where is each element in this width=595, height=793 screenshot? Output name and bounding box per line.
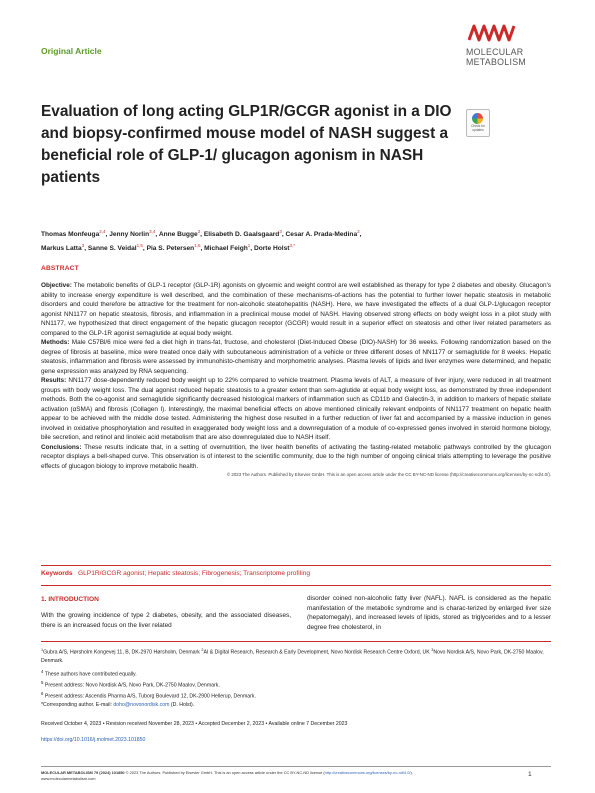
badge-line2: updates	[472, 127, 484, 132]
journal-logo[interactable]	[466, 22, 566, 67]
author-affiliation-ref: 2,4	[99, 229, 106, 234]
abstract-methods: Methods: Male C57Bl/6 mice were fed a diet high in trans-fat, fructose, and cholesterol (Diet-Induced Obese (DIO)-NASH) for 36 weeks. Following randomization based on the degree of fibrosis at baseline, mice were treated once daily with subcutaneous administration of a vehicle or three different doses of NN1177 or semaglutide for 8 weeks. Hepatic steatosis, inflammation and fibrosis were assessed by immunohisto-chemistry and morphometric analyses. Plasma levels of lipids and liver enzymes were determined, and hepatic gene expression was analyzed by RNA sequencing.	[41, 339, 551, 375]
abstract-body	[41, 281, 551, 478]
abstract-conclusions: Conclusions: These results indicate that, in a setting of overnutrition, the liver health benefits of activating the fasting-related metabolic pathways controlled by the glucagon receptor displays a bell-shaped curve. This observation is of interest to the scientific community, due to the high number of ongoing clinical trials attempting to leverage the positive effects of glucagon biology to improve metabolic health.	[41, 443, 551, 470]
footer-divider	[41, 766, 551, 767]
author-affiliation-ref: 3	[81, 243, 85, 249]
introduction-heading: 1. INTRODUCTION	[41, 596, 99, 603]
abstract-results: Results: NN1177 dose-dependently reduced body weight up to 22% compared to vehicle treatment. Plasma levels of ALT, a measure of liver injury, were reduced in all treatment groups with body weight loss. The dual agonist reduced hepatic steatosis to a greater extent than sem-aglutide at equal body weight loss, as demonstrated by three independent methods. Both the co-agonist and semaglutide significantly decreased histological markers of inflammation such as CD11b and Galectin-3, in addition to markers of hepatic stellate activation (αSMA) and fibrosis (Collagen I). Interestingly, the maximal beneficial effects on above mentioned clinically relevant endpoints of NN1177 treatment on hepatic health appear to be achieved with the middle dose tested. Administering the highest dose resulted in a further reduction of liver fat and accompanied by a massive induction in genes involved in oxidative phosphorylation and resulted in exaggerated body weight loss and a downregulation of a module of co-expressed genes involved in steroid hormone biology, bile secretion, and retinol and linoleic acid metabolism that are also downregulated due to NASH itself.	[41, 377, 551, 441]
author-name: Anne Bugge	[158, 231, 198, 239]
author-name: Thomas Monfeuga	[41, 231, 100, 239]
author-name: Elisabeth D. Gaalsgaard	[203, 231, 280, 239]
footer-journal-ref: MOLECULAR METABOLISM 79 (2024) 101850	[41, 770, 125, 775]
corresponding-author: *Corresponding author. E-mail: doho@novonordisk.com (D. Holst).	[41, 702, 195, 708]
author-name: Pia S. Petersen	[146, 245, 195, 253]
author-affiliation-ref: 3,4	[149, 229, 156, 234]
license-link[interactable]: http://creativecommons.org/licenses/by-nc-nd/4.0/	[324, 770, 411, 775]
author-name: Michael Feigh	[204, 245, 248, 253]
footnote-divider	[41, 641, 551, 642]
author-name: Cesar A. Prada-Medina	[285, 231, 358, 239]
author-name: Jenny Norlin	[109, 231, 150, 239]
article-type-label: Original Article	[41, 46, 102, 56]
journal-logo-icon	[468, 22, 516, 42]
page-footer: MOLECULAR METABOLISM 79 (2024) 101850 © 2023 The Authors. Published by Elsevier GmbH. This is an open access article under the CC BY-NC-ND license (http://creativecommons.org/licenses/by-nc-nd/4.0/). www.molecularmetabolism.com	[41, 770, 413, 781]
keywords-label: Keywords	[41, 570, 73, 577]
author-affiliation-ref: 1,6	[194, 243, 201, 249]
author-affiliation-ref: 1	[247, 243, 251, 249]
abstract-objective: Objective: The metabolic benefits of GLP-1 receptor (GLP-1R) agonists on glycemic and weight control are well established as therapy for type 2 diabetes and obesity. Glucagon's ability to increase energy expenditure is well described, and the combination of these mechanisms-of-actions has the potential to further lower hepatic steatosis in metabolic disorders and could therefore be attractive for the treatment for non-alcoholic steatohepatitis (NASH). Here, we have investigated the effects of a dual GLP-1/glucagon receptor agonist NN1177 on hepatic steatosis, fibrosis, and inflammation in a preclinical mouse model of NASH. Having observed strong effects on body weight loss in a pilot study with NN1177, we hypothesized that direct engagement of the hepatic glucagon receptor (GCGR) would result in a superior effect on steatosis and other liver related parameters as compared to the GLP-1R agonist semaglutide at equal body weight.	[41, 282, 551, 337]
keywords	[41, 570, 310, 577]
email-link[interactable]: doho@novonordisk.com	[113, 702, 170, 708]
journal-name-line1: MOLECULAR	[466, 47, 524, 57]
author-affiliation-ref: 3,*	[289, 243, 296, 249]
abstract-heading: ABSTRACT	[41, 265, 79, 272]
badge-line1: Check for	[471, 124, 485, 128]
footer-site[interactable]: www.molecularmetabolism.com	[41, 776, 96, 781]
author-affiliation-ref: 3	[279, 229, 282, 234]
author-affiliation-ref: 3	[197, 229, 201, 234]
author-name: Dorte Holst	[253, 245, 290, 253]
received-dates: Received October 4, 2023 • Revision received November 28, 2023 • Accepted December 2, 2023 • Available online 7 December 2023	[41, 721, 348, 727]
author-affiliation-ref: 1,5	[136, 243, 143, 249]
page-number: 1	[528, 771, 532, 778]
author-name: Markus Latta	[41, 245, 82, 253]
doi-link[interactable]: https://doi.org/10.1016/j.molmet.2023.101850	[41, 737, 146, 743]
article-title: Evaluation of long acting GLP1R/GCGR agonist in a DIO and biopsy-confirmed mouse model of NASH suggest a beneficial role of GLP-1/ glucagon agonism in NASH patients	[41, 103, 452, 186]
abstract-copyright: © 2023 The Authors. Published by Elsevier GmbH. This is an open access article under the CC BY-NC-ND license (http://creativecommons.org/licenses/by-nc-nd/4.0/).	[226, 472, 551, 477]
author-notes: $^4$ These authors have contributed equally. $^5$ Present address: Novo Nordisk A/S, Novo Park, DK-2750 Maalov, Denmark. $^6$ Present address: Ascendis Pharma A/S, Tuborg Boulevard 12, DK-2900 Hellerup, Denmark.	[41, 669, 256, 700]
divider	[41, 565, 551, 566]
author-name: Sanne S. Veidal	[87, 245, 137, 253]
author-affiliation-ref: 2	[357, 229, 360, 234]
divider	[41, 585, 551, 586]
keywords-text: GLP1R/GCGR agonist; Hepatic steatosis; Fibrogenesis; Transcriptome profiling	[78, 570, 310, 577]
introduction-column-left: With the growing incidence of type 2 diabetes, obesity, and the associated diseases, there is an increased focus on the liver related	[41, 612, 291, 629]
check-for-updates-icon	[472, 113, 483, 124]
check-for-updates-badge[interactable]	[466, 109, 490, 137]
journal-name-line2: METABOLISM	[466, 57, 527, 67]
affiliations: $^1$Gubra A/S, Hørsholm Kongevej 11, B, DK-2970 Hørsholm, Denmark $^2$AI & Digital Research, Research & Early Development, Novo Nordisk Research Centre Oxford, UK $^3$Novo Nordisk A/S, Novo Park, DK-2750 Maalov, Denmark.	[41, 648, 544, 665]
introduction-column-right: disorder coined non-alcoholic fatty liver (NAFL). NAFL is considered as the hepatic manifestation of the metabolic syndrome and is charac-terized by enlarged liver size (hepatomegaly), and increased levels of lipids, stored as triglycerides and to a lesser degree free cholesterol, in	[307, 595, 551, 631]
author-list: Thomas Monfeuga$^{2,4}$, Jenny Norlin$^{3,4}$, Anne Bugge$^3$, Elisabeth D. Gaalsgaard$^3$, Cesar A. Prada-Medina$^2$, Markus Latta$^3$, Sanne S. Veidal$^{1,5}$, Pia S. Petersen$^{1,6}$, Michael Feigh$^1$, Dorte Holst$^{3,*}$	[41, 229, 362, 253]
